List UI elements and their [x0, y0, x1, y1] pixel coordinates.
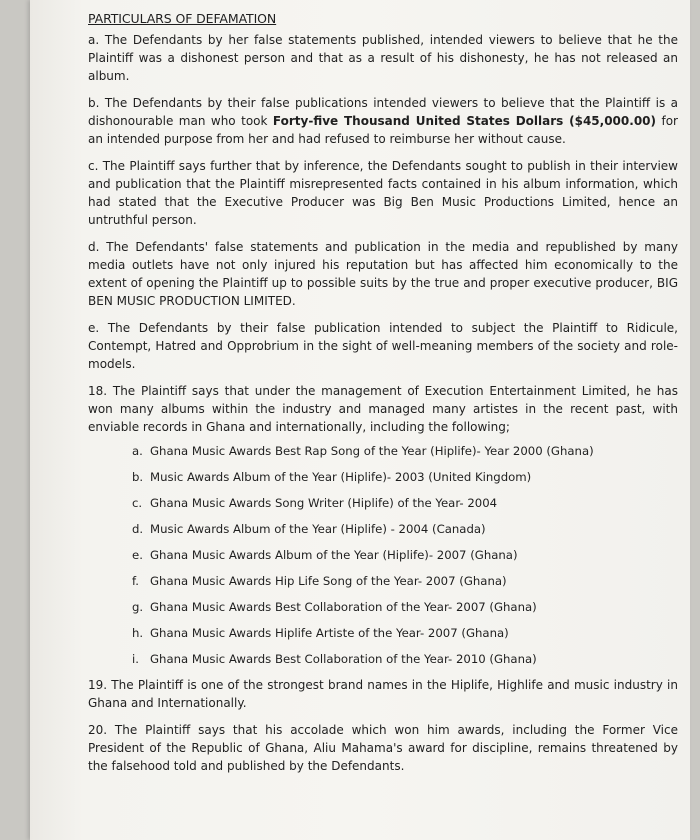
- document-page: [30, 0, 690, 840]
- award-text: Music Awards Album of the Year (Hiplife) - 2004 (Canada): [150, 522, 486, 536]
- award-text: Ghana Music Awards Album of the Year (Hiplife)- 2007 (Ghana): [150, 548, 518, 562]
- award-item: [132, 568, 678, 594]
- award-letter: h.: [132, 626, 144, 640]
- award-text: Ghana Music Awards Best Collaboration of the Year- 2007 (Ghana): [150, 600, 537, 614]
- award-item: [132, 620, 678, 646]
- award-letter: f.: [132, 574, 139, 588]
- paragraph-a: a. The Defendants by her false statements published, intended viewers to believe that he the Plaintiff was a dishonest person and that as a result of his dishonesty, he has not released an album.: [88, 33, 678, 83]
- award-letter: c.: [132, 496, 143, 510]
- award-letter: g.: [132, 600, 144, 614]
- award-text: Music Awards Album of the Year (Hiplife)- 2003 (United Kingdom): [150, 470, 532, 484]
- paragraph-18: 18. The Plaintiff says that under the management of Execution Entertainment Limited, he has won many albums within the industry and managed many artistes in the recent past, with enviable records in Ghana and internationally, including the following;: [88, 384, 678, 434]
- paragraph-20: 20. The Plaintiff says that his accolade which won him awards, including the Former Vice President of the Republic of Ghana, Aliu Mahama's award for discipline, remains threatened by the falsehood told and published by the Defendants.: [88, 723, 678, 773]
- award-text: Ghana Music Awards Best Rap Song of the Year (Hiplife)- Year 2000 (Ghana): [150, 444, 594, 458]
- paragraph-19: 19. The Plaintiff is one of the strongest brand names in the Hiplife, Highlife and music industry in Ghana and Internationally.: [88, 678, 678, 710]
- paragraph-d: d. The Defendants' false statements and publication in the media and republished by many media outlets have not only injured his reputation but has affected him economically to the extent of opening the Plaintiff up to possible suits by the true and proper executive producer, BIG BEN MUSIC PRODUCTION LIMITED.: [88, 240, 678, 308]
- award-item: [132, 646, 678, 672]
- paragraph-b-text-start: b. The Defendants by their false publications intended viewers to believe that the Plaintiff is a dishonourable man who took: [88, 96, 678, 128]
- document-body: [88, 10, 678, 784]
- awards-list: [88, 438, 678, 672]
- paragraph-e: e. The Defendants by their false publication intended to subject the Plaintiff to Ridicule, Contempt, Hatred and Opprobrium in the sight of well-meaning members of the society and role-models.: [88, 321, 678, 371]
- award-letter: e.: [132, 548, 143, 562]
- award-letter: d.: [132, 522, 144, 536]
- award-item: [132, 438, 678, 464]
- award-item: [132, 464, 678, 490]
- award-letter: a.: [132, 444, 143, 458]
- section-heading: PARTICULARS OF DEFAMATION: [88, 11, 277, 26]
- award-text: Ghana Music Awards Hiplife Artiste of the Year- 2007 (Ghana): [150, 626, 509, 640]
- award-item: [132, 594, 678, 620]
- paragraph-b-text-end: for an intended purpose from her and had refused to reimburse her without cause.: [88, 114, 678, 146]
- paragraph-b: [88, 94, 678, 148]
- award-item: [132, 542, 678, 568]
- award-item: [132, 516, 678, 542]
- award-text: Ghana Music Awards Hip Life Song of the Year- 2007 (Ghana): [150, 574, 507, 588]
- award-letter: i.: [132, 652, 139, 666]
- award-text: Ghana Music Awards Song Writer (Hiplife) of the Year- 2004: [150, 496, 498, 510]
- paragraph-c: c. The Plaintiff says further that by inference, the Defendants sought to publish in their interview and publication that the Plaintiff misrepresented facts contained in his album information, which had stated that the Executive Producer was Big Ben Music Productions Limited, hence an untruthful person.: [88, 159, 678, 227]
- award-letter: b.: [132, 470, 144, 484]
- award-item: [132, 490, 678, 516]
- award-text: Ghana Music Awards Best Collaboration of the Year- 2010 (Ghana): [150, 652, 537, 666]
- paragraph-b-amount: Forty-five Thousand United States Dollars ($45,000.00): [272, 114, 657, 128]
